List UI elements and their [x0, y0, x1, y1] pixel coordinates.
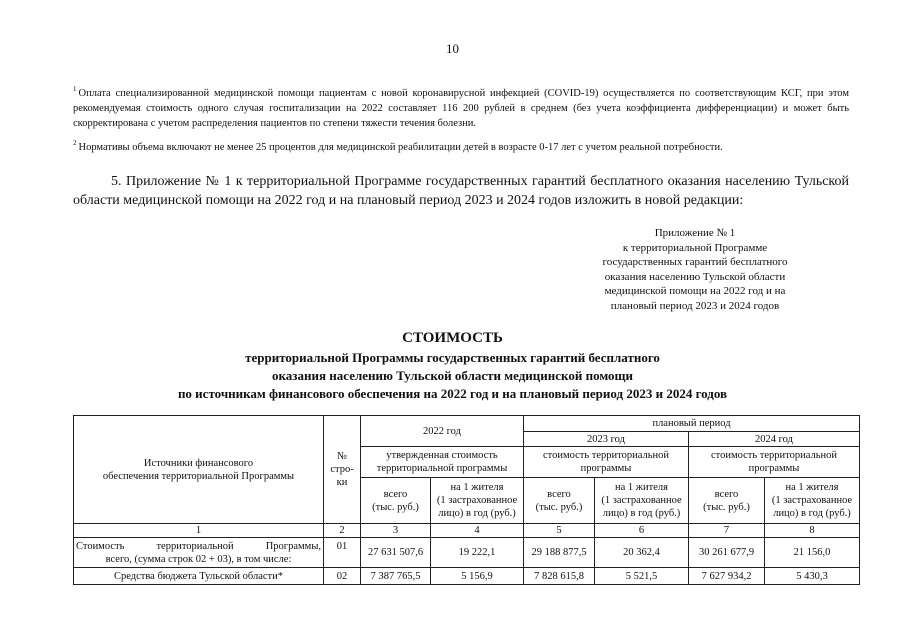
- footnote-marker: 2: [73, 139, 77, 147]
- footnote-marker: 1: [73, 85, 77, 93]
- cell-total-2023: 29 188 877,5: [524, 538, 595, 568]
- column-number: 7: [689, 524, 765, 538]
- footnote-text: Нормативы объема включают не менее 25 процентов для медицинской реабилитации детей в возрасте 0-17 лет с учетом реальной потребности.: [78, 142, 723, 153]
- amendment-paragraph: 5. Приложение № 1 к территориальной Программе государственных гарантий бесплатного оказания населению Тульской области медицинской помощи на 2022 год и на плановый период 2023 и 2024 годов изложить в новой редакции:: [73, 174, 849, 208]
- header-total: [361, 478, 431, 524]
- header-total: [524, 478, 595, 524]
- header-text: на 1 жителя: [785, 482, 839, 493]
- header-year-2024: 2024 год: [689, 432, 860, 447]
- cell-total-2022: 7 387 765,5: [361, 568, 431, 585]
- column-number: 3: [361, 524, 431, 538]
- column-number: 2: [324, 524, 361, 538]
- header-text: территориальной программы: [376, 463, 508, 474]
- cell-per-resident-2024: 21 156,0: [765, 538, 860, 568]
- header-year-2023: 2023 год: [524, 432, 689, 447]
- header-text: Источники финансового: [143, 457, 254, 469]
- page-number: 10: [446, 41, 459, 56]
- appendix-line: медицинской помощи на 2022 год и на: [604, 285, 786, 297]
- header-approved-cost: [361, 447, 524, 478]
- footnote-1: [73, 82, 849, 131]
- header-text: программы: [580, 463, 632, 474]
- header-per-resident: [765, 478, 860, 524]
- header-text: стоимость территориальной: [710, 450, 837, 461]
- header-per-resident: [431, 478, 524, 524]
- footnote-2: [73, 136, 849, 155]
- cost-table: [73, 415, 860, 585]
- header-sources: [74, 416, 324, 524]
- column-number-row: [74, 524, 860, 538]
- cell-total-2024: 30 261 677,9: [689, 538, 765, 568]
- row-label: Средства бюджета Тульской области*: [74, 568, 324, 585]
- cell-per-resident-2023: 5 521,5: [595, 568, 689, 585]
- header-text: всего: [383, 488, 408, 500]
- header-text: стоимость территориальной: [542, 450, 669, 461]
- cell-per-resident-2023: 20 362,4: [595, 538, 689, 568]
- cell-total-2024: 7 627 934,2: [689, 568, 765, 585]
- header-text: (1 застрахованное: [436, 495, 518, 506]
- header-text: на 1 жителя: [450, 482, 504, 493]
- footnote-text: Оплата специализированной медицинской помощи пациентам с новой коронавирусной инфекцией (COVID-19) осуществляется по соответствующим КСГ, при этом рекомендуемая стоимость одного случая госпитализации на 2022 составляет 116 200 рублей в среднем (без учета коэффициента дифференциации) и может быть скорректирована с учетом распределения пациентов по степени тяжести течения болезни.: [73, 88, 849, 129]
- header-text: обеспечения территориальной Программы: [102, 470, 295, 482]
- header-plan-period: плановый период: [524, 416, 860, 432]
- row-number: 02: [324, 568, 361, 585]
- cell-per-resident-2022: 5 156,9: [431, 568, 524, 585]
- header-text: стро-: [330, 464, 354, 475]
- document-subtitle-line: по источникам финансового обеспечения на 2022 год и на плановый период 2023 и 2024 годов: [177, 386, 728, 401]
- row-label-line: Стоимость территориальной Программы,: [76, 540, 321, 552]
- header-text: №: [336, 451, 348, 462]
- cell-per-resident-2022: 19 222,1: [431, 538, 524, 568]
- header-text: лицо) в год (руб.): [773, 508, 851, 519]
- header-text: на 1 жителя: [615, 482, 668, 493]
- appendix-line: Приложение № 1: [654, 227, 736, 239]
- header-row-number: [324, 416, 361, 524]
- header-text: всего: [547, 488, 571, 500]
- appendix-line: оказания населению Тульской области: [604, 270, 786, 283]
- header-text: лицо) в год (руб.): [438, 508, 516, 519]
- column-number: 4: [431, 524, 524, 538]
- header-program-cost-2024: [689, 447, 860, 478]
- header-text: программы: [748, 463, 800, 474]
- cell-total-2022: 27 631 507,6: [361, 538, 431, 568]
- header-text: ки: [336, 477, 348, 488]
- column-number: 8: [765, 524, 860, 538]
- header-year-2022: 2022 год: [361, 416, 524, 447]
- appendix-line: к территориальной Программе: [622, 241, 768, 254]
- column-number: 5: [524, 524, 595, 538]
- row-label-line: всего, (сумма строк 02 + 03), в том числе:: [105, 553, 292, 565]
- header-text: (тыс. руб.): [535, 501, 583, 513]
- row-number: 01: [324, 538, 361, 568]
- cell-per-resident-2024: 5 430,3: [765, 568, 860, 585]
- document-subtitle-line: территориальной Программы государственных гарантий бесплатного: [245, 350, 660, 365]
- document-title: СТОИМОСТЬ: [402, 330, 503, 346]
- appendix-line: государственных гарантий бесплатного: [602, 256, 788, 268]
- table-row: [74, 538, 860, 568]
- header-text: (1 застрахованное: [771, 495, 853, 506]
- row-label: [74, 538, 324, 568]
- document-subtitle-line: оказания населению Тульской области медицинской помощи: [272, 368, 633, 383]
- column-number: 1: [74, 524, 324, 538]
- column-number: 6: [595, 524, 689, 538]
- header-text: лицо) в год (руб.): [602, 508, 681, 519]
- header-text: (тыс. руб.): [703, 501, 750, 513]
- header-text: (тыс. руб.): [372, 501, 419, 513]
- table-row: [74, 568, 860, 585]
- appendix-header: [575, 226, 815, 313]
- appendix-line: плановый период 2023 и 2024 годов: [610, 299, 780, 312]
- header-per-resident: [595, 478, 689, 524]
- header-total: [689, 478, 765, 524]
- header-text: всего: [714, 488, 739, 500]
- header-program-cost-2023: [524, 447, 689, 478]
- cell-total-2023: 7 828 615,8: [524, 568, 595, 585]
- table-header-row: [74, 416, 860, 432]
- header-text: (1 застрахованное: [601, 495, 682, 506]
- header-text: утвержденная стоимость: [386, 450, 498, 461]
